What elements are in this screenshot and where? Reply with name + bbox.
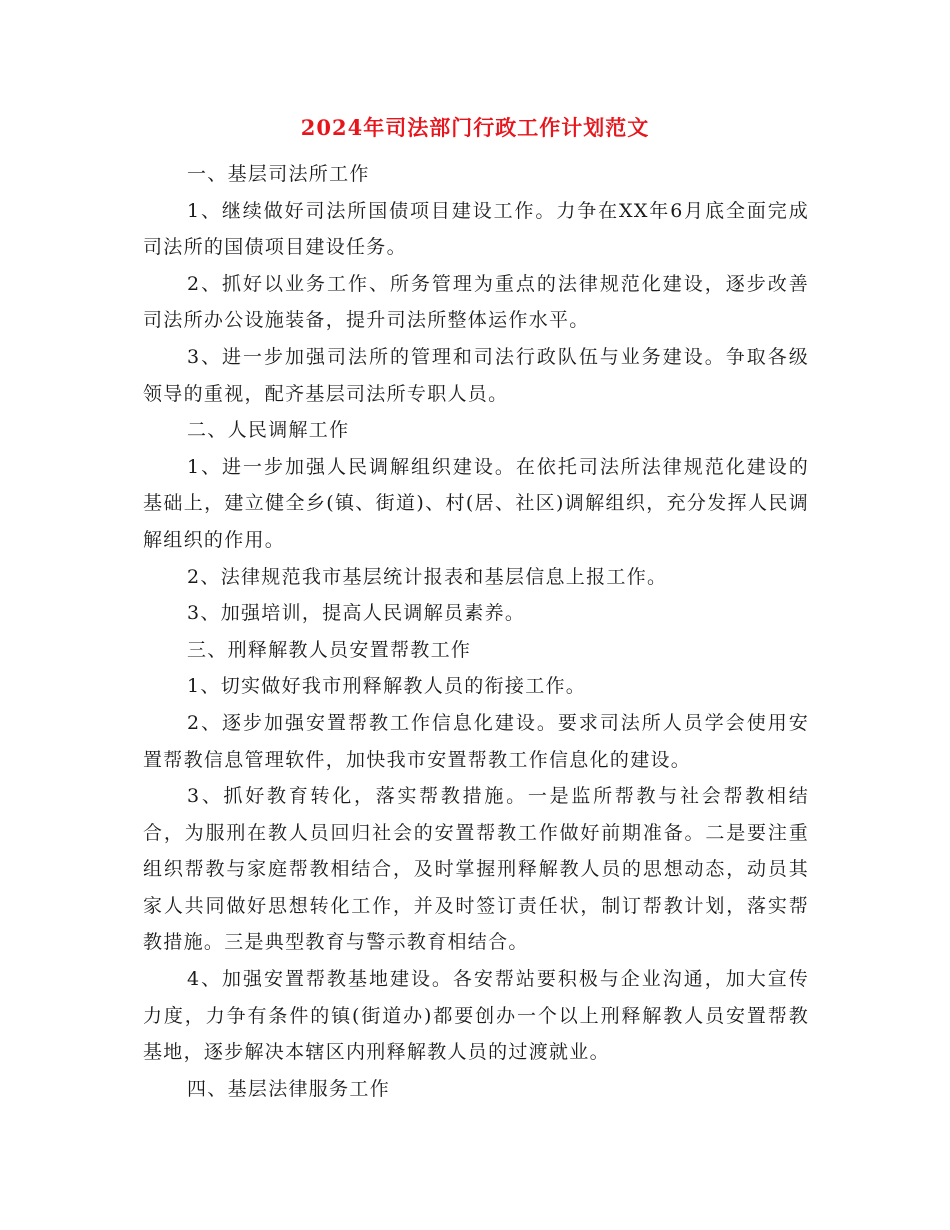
paragraph: 3、抓好教育转化，落实帮教措施。一是监所帮教与社会帮教相结合，为服刑在教人员回归社会的安置帮教工作做好前期准备。二是要注重组织帮教与家庭帮教相结合，及时掌握刑释解教人员的思想动态，动员其家人共同做好思想转化工作，并及时签订责任状，制订帮教计划，落实帮教措施。三是典型教育与警示教育相结合。: [143, 785, 809, 954]
paragraph: 3、进一步加强司法所的管理和司法行政队伍与业务建设。争取各级领导的重视，配齐基层司法所专职人员。: [143, 345, 809, 405]
section-heading-1: 一、基层司法所工作: [187, 163, 370, 185]
section-heading-4: 四、基层法律服务工作: [187, 1077, 391, 1100]
paragraph: 2、逐步加强安置帮教工作信息化建设。要求司法所人员学会使用安置帮教信息管理软件，加快我市安置帮教工作信息化的建设。: [143, 711, 809, 771]
document-body: [143, 156, 809, 1107]
paragraph: 1、继续做好司法所国债项目建设工作。力争在XX年6月底全面完成司法所的国债项目建设任务。: [143, 199, 809, 259]
paragraph: 2、抓好以业务工作、所务管理为重点的法律规范化建设，逐步改善司法所办公设施装备，提升司法所整体运作水平。: [143, 272, 809, 332]
paragraph: 1、进一步加强人民调解组织建设。在依托司法所法律规范化建设的基础上，建立健全乡(镇、街道)、村(居、社区)调解组织，充分发挥人民调解组织的作用。: [143, 455, 809, 551]
paragraph: 2、法律规范我市基层统计报表和基层信息上报工作。: [187, 565, 668, 588]
section-heading-2: 二、人民调解工作: [187, 419, 350, 442]
document-title: 2024年司法部门行政工作计划范文: [300, 115, 650, 140]
section-heading-3: 三、刑释解教人员安置帮教工作: [187, 638, 472, 661]
paragraph: 1、切实做好我市刑释解教人员的衔接工作。: [187, 675, 587, 698]
paragraph: 3、加强培训，提高人民调解员素养。: [187, 602, 526, 625]
paragraph: 4、加强安置帮教基地建设。各安帮站要积极与企业沟通，加大宣传力度，力争有条件的镇(街道办)都要创办一个以上刑释解教人员安置帮教基地，逐步解决本辖区内刑释解教人员的过渡就业。: [143, 968, 809, 1064]
